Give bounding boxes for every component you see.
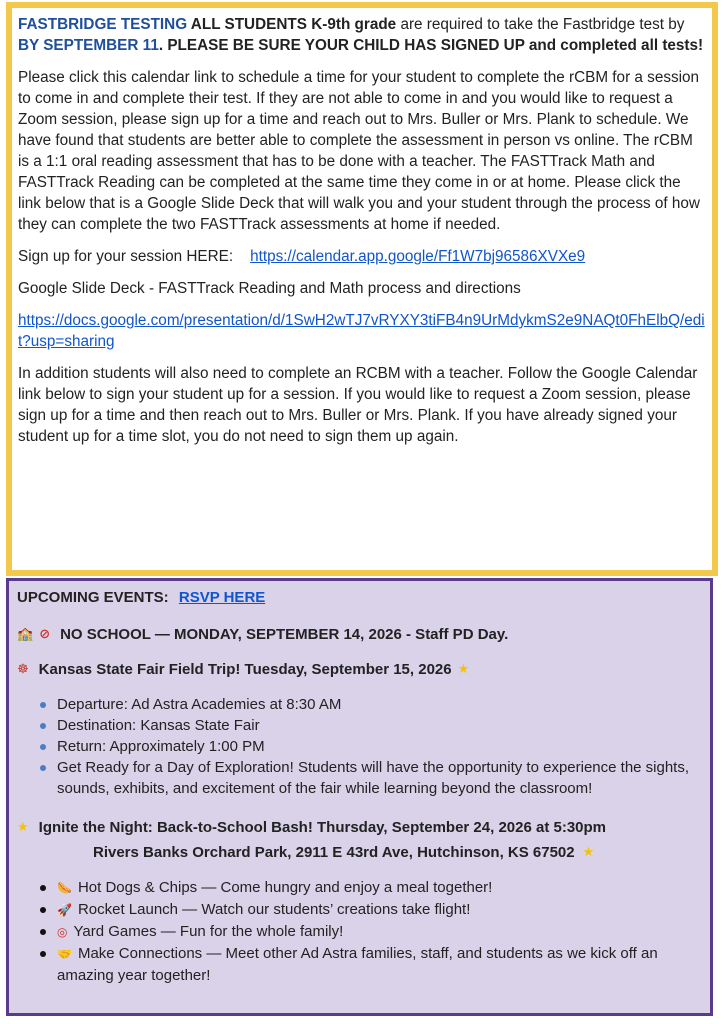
list-item <box>57 943 702 986</box>
slide-deck-line <box>18 310 706 352</box>
ferris-wheel-icon: ☸ <box>17 662 29 677</box>
list-item: Return: Approximately 1:00 PM <box>57 736 702 757</box>
slide-deck-label: Google Slide Deck - FASTTrack Reading and Math process and directions <box>18 280 521 297</box>
events-heading <box>17 587 702 608</box>
signup-label: Sign up for your session HERE: <box>18 248 234 265</box>
rsvp-link[interactable]: RSVP HERE <box>178 589 266 606</box>
notice-lead <box>18 14 706 56</box>
fair-details-list <box>17 694 702 799</box>
list-item-text: Rocket Launch — Watch our students’ creations take flight! <box>77 901 471 918</box>
rocket-icon: 🚀 <box>57 903 72 917</box>
target-icon: ◎ <box>57 925 68 939</box>
slide-deck-link[interactable]: https://docs.google.com/presentation/d/1SwH2wTJ7vRYXY3tiFB4n9UrMdykmS2e9NAQt0FhElbQ/edit?usp=sharing <box>18 312 705 350</box>
list-item: Departure: Ad Astra Academies at 8:30 AM <box>57 694 702 715</box>
upcoming-events-box <box>6 578 713 1016</box>
star-icon: ★ <box>17 820 29 835</box>
prohibited-icon: ⊘ <box>39 627 51 642</box>
no-school-line <box>17 624 702 645</box>
lead-text-1: are required to take the Fastbridge test by <box>396 16 685 33</box>
bash-title-line <box>17 817 702 838</box>
list-item-text: Yard Games — Fun for the whole family! <box>73 923 344 940</box>
fastbridge-notice-box <box>6 2 718 576</box>
notice-paragraph-1: Please click this calendar link to schedule a time for your student to complete the rCBM for a session to come in and complete their test. If they are not able to come in and you would like to request a Zoom session, please sign up for a time and reach out to Mrs. Buller or Mrs. Plank to schedule. We have found that students are better able to complete the assessment in person vs online. The rCBM is a 1:1 oral reading assessment that has to be done with a teacher. The FASTTrack Math and FASTTrack Reading can be completed at the same time they come in or at home. Please click the link below that is a Google Slide Deck that will walk you and your student through the process of how they can complete the two FASTTrack assessments at home if needed. <box>18 69 700 233</box>
list-item-text: Hot Dogs & Chips — Come hungry and enjoy a meal together! <box>77 879 493 896</box>
fair-title: Kansas State Fair Field Trip! Tuesday, September 15, 2026 <box>38 661 452 678</box>
list-item-text: Make Connections — Meet other Ad Astra families, staff, and students as we kick off an amazing year together! <box>57 945 658 984</box>
no-school-text: NO SCHOOL — MONDAY, SEPTEMBER 14, 2026 - Staff PD Day. <box>60 626 509 643</box>
school-icon: 🏫 <box>17 627 34 642</box>
bash-location: Rivers Banks Orchard Park, 2911 E 43rd Ave, Hutchinson, KS 67502 <box>93 844 575 861</box>
lead-bold-1: ALL STUDENTS K-9th grade <box>187 16 397 33</box>
events-heading-label: UPCOMING EVENTS: <box>17 589 169 606</box>
bash-details-list <box>17 877 702 986</box>
star-icon: ★ <box>582 845 595 860</box>
fair-title-line <box>17 659 702 680</box>
star-icon: ★ <box>457 662 470 677</box>
notice-paragraph-2: In addition students will also need to complete an RCBM with a teacher. Follow the Google Calendar link below to sign your student up for a session. If you would like to request a Zoom session, please sign up for a time and then reach out to Mrs. Buller or Mrs. Plank. If you have already signed your student up for a time slot, you do not need to sign them up again. <box>18 365 698 445</box>
lead-blue-2: BY SEPTEMBER 11 <box>18 37 159 54</box>
hotdog-icon: 🌭 <box>57 881 72 895</box>
lead-blue-1: FASTBRIDGE TESTING <box>18 16 188 33</box>
events-content <box>9 581 710 986</box>
bash-location-line <box>17 842 702 863</box>
notice-content <box>12 8 712 447</box>
lead-bold-2: . PLEASE BE SURE YOUR CHILD HAS SIGNED UP and completed all tests! <box>158 37 704 54</box>
list-item: Destination: Kansas State Fair <box>57 715 702 736</box>
bash-title: Ignite the Night: Back-to-School Bash! Thursday, September 24, 2026 at 5:30pm <box>38 819 607 836</box>
calendar-link[interactable]: https://calendar.app.google/Ff1W7bj96586XVXe9 <box>250 248 586 265</box>
list-item: Get Ready for a Day of Exploration! Students will have the opportunity to experience the sights, sounds, exhibits, and excitement of the fair while learning beyond the classroom! <box>57 757 702 799</box>
list-item <box>57 877 702 899</box>
list-item <box>57 899 702 921</box>
list-item <box>57 921 702 943</box>
signup-line <box>18 246 706 267</box>
handshake-icon: 🤝 <box>57 947 72 961</box>
